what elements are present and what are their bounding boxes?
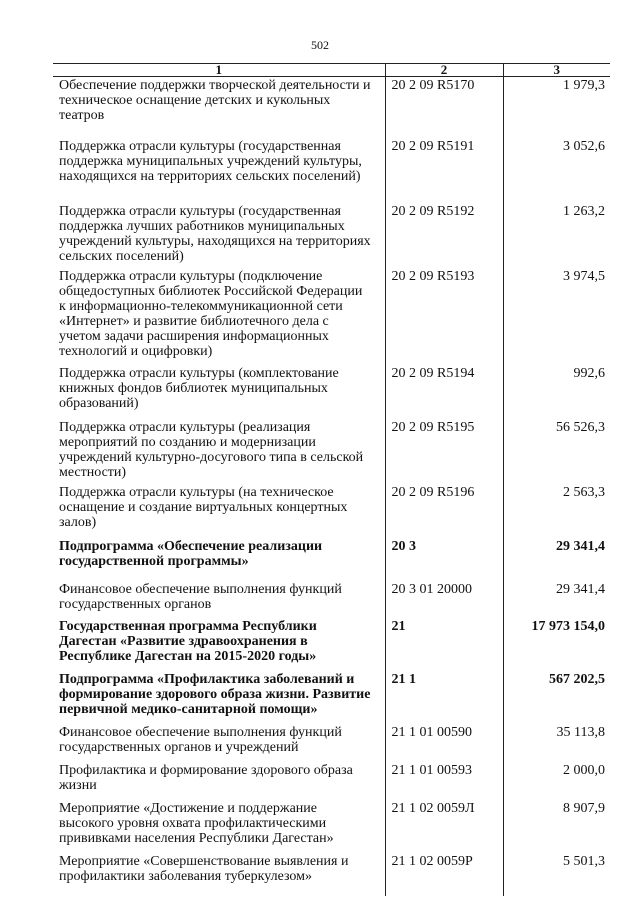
row-amount: 56 526,3 [556, 419, 605, 435]
table-row [53, 419, 610, 484]
table-row [53, 538, 610, 581]
row-code: 20 2 09 R5194 [385, 365, 503, 419]
row-amount: 2 000,0 [563, 762, 605, 778]
table-row [53, 268, 610, 365]
row-amount: 1 979,3 [563, 78, 605, 93]
row-description: Поддержка отрасли культуры (на техническое оснащение и создание виртуальных концертных залов) [53, 484, 385, 538]
table-row [53, 484, 610, 538]
row-code: 21 1 [385, 671, 503, 724]
table-row [53, 853, 610, 896]
row-description: Государственная программа Республики Дагестан «Развитие здравоохранения в Республике Дагестан на 2015-2020 годы» [53, 618, 385, 671]
table-row [53, 618, 610, 671]
row-code: 20 2 09 R5193 [385, 268, 503, 365]
row-amount: 3 052,6 [563, 138, 605, 154]
column-header-amount: 3 [503, 64, 610, 77]
row-description: Мероприятие «Достижение и поддержание высокого уровня охвата профилактическими прививками населения Республики Дагестан» [53, 800, 385, 853]
row-code: 20 3 [385, 538, 503, 581]
column-header-description: 1 [53, 64, 385, 77]
row-description: Поддержка отрасли культуры (комплектование книжных фондов библиотек муниципальных образований) [53, 365, 385, 419]
row-code: 21 1 01 00590 [385, 724, 503, 762]
row-amount: 1 263,2 [563, 203, 605, 219]
table-row [53, 800, 610, 853]
row-amount: 35 113,8 [556, 724, 605, 740]
row-amount: 29 341,4 [556, 581, 605, 597]
table-row [53, 138, 610, 203]
row-code: 21 1 01 00593 [385, 762, 503, 800]
row-code: 21 1 02 0059Р [385, 853, 503, 896]
row-code: 20 2 09 R5192 [385, 203, 503, 268]
row-amount: 3 974,5 [563, 268, 605, 284]
row-amount: 567 202,5 [549, 671, 605, 687]
column-header-code: 2 [385, 64, 503, 77]
row-amount: 2 563,3 [563, 484, 605, 500]
table-row [53, 365, 610, 419]
row-description: Мероприятие «Совершенствование выявления и профилактики заболевания туберкулезом» [53, 853, 385, 896]
table-row [53, 762, 610, 800]
row-description: Поддержка отрасли культуры (государственная поддержка лучших работников муниципальных учреждений культуры, находящихся на территориях сельских поселений) [53, 203, 385, 268]
row-amount: 8 907,9 [563, 800, 605, 816]
row-description: Поддержка отрасли культуры (подключение общедоступных библиотек Российской Федерации к информационно-телекоммуникационной сети «Интернет» и развитие библиотечного дела с учетом задачи расширения информационных технологий и оцифровки) [53, 268, 385, 365]
row-code: 20 2 09 R5196 [385, 484, 503, 538]
row-code: 20 3 01 20000 [385, 581, 503, 618]
row-code: 20 2 09 R5195 [385, 419, 503, 484]
row-code: 21 1 02 0059Л [385, 800, 503, 853]
row-description: Поддержка отрасли культуры (реализация мероприятий по созданию и модернизации учреждений культурно-досугового типа в сельской местности) [53, 419, 385, 484]
table-row [53, 203, 610, 268]
table-row [53, 581, 610, 618]
row-description: Подпрограмма «Профилактика заболеваний и формирование здорового образа жизни. Развитие первичной медико-санитарной помощи» [53, 671, 385, 724]
row-amount: 992,6 [573, 365, 605, 381]
table-row [53, 77, 610, 138]
row-code: 20 2 09 R5191 [385, 138, 503, 203]
budget-table [53, 63, 610, 896]
row-description: Поддержка отрасли культуры (государственная поддержка муниципальных учреждений культуры, находящихся на территориях сельских поселений) [53, 138, 385, 203]
row-description: Профилактика и формирование здорового образа жизни [53, 762, 385, 800]
table-body [53, 77, 610, 896]
row-amount: 17 973 154,0 [531, 618, 605, 634]
row-description: Финансовое обеспечение выполнения функций государственных органов и учреждений [53, 724, 385, 762]
row-amount: 29 341,4 [556, 538, 605, 554]
row-description: Финансовое обеспечение выполнения функций государственных органов [53, 581, 385, 618]
row-description: Подпрограмма «Обеспечение реализации государственной программы» [53, 538, 385, 581]
row-description: Обеспечение поддержки творческой деятельности и техническое оснащение детских и кукольных театров [53, 77, 385, 138]
page-number: 502 [311, 38, 329, 52]
table-row [53, 671, 610, 724]
row-code: 21 [385, 618, 503, 671]
row-code: 20 2 09 R5170 [385, 77, 503, 138]
table-row [53, 724, 610, 762]
row-amount: 5 501,3 [563, 853, 605, 869]
table-header-row [53, 64, 610, 77]
